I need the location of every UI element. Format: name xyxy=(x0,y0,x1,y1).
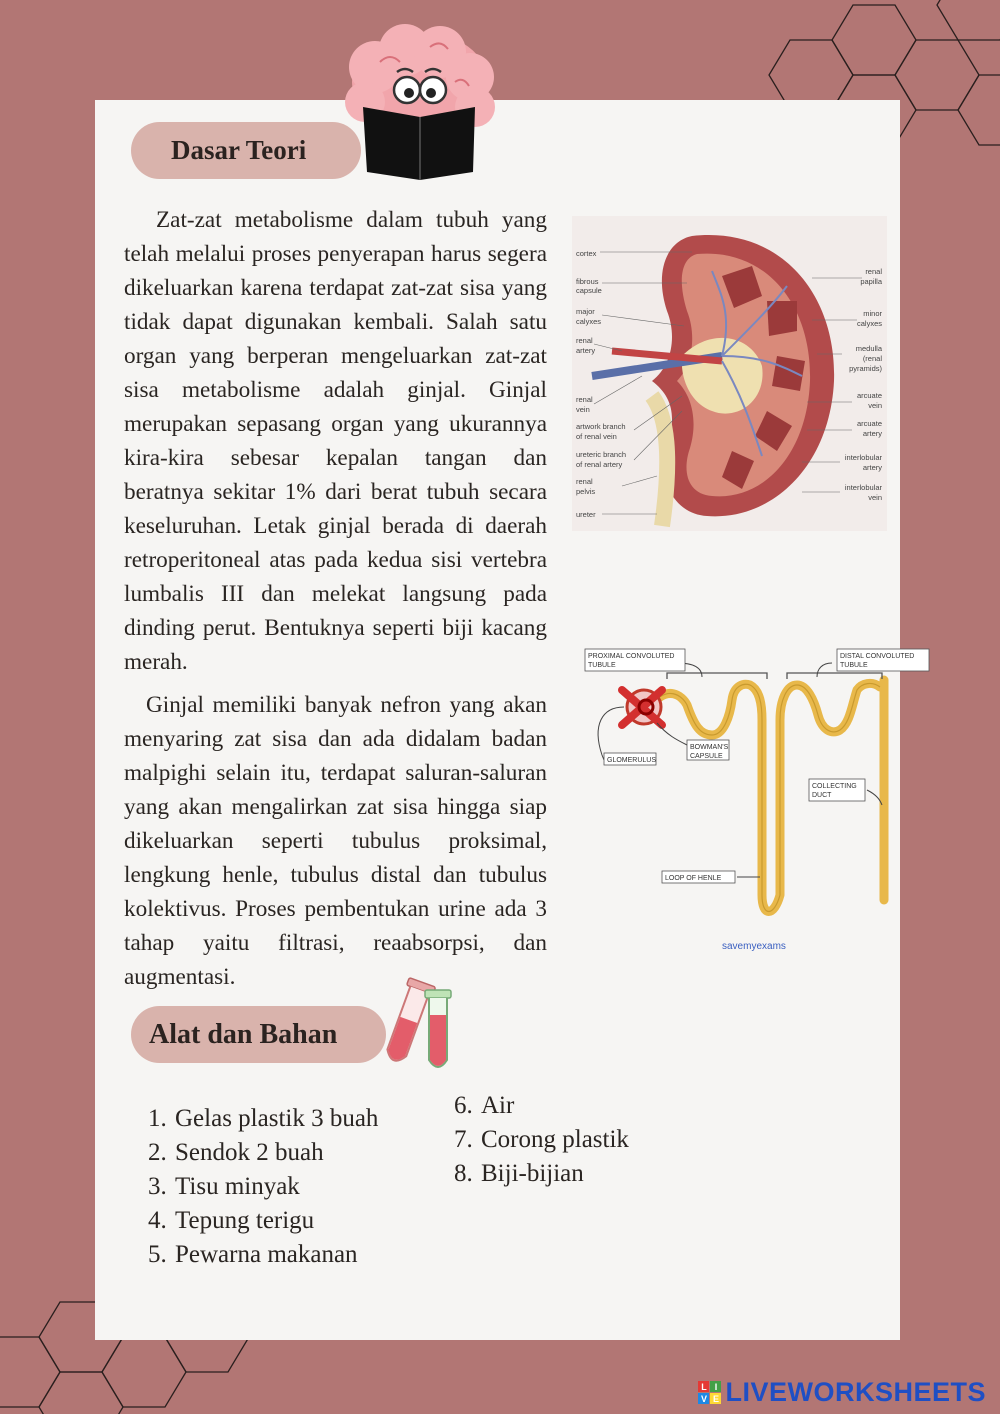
test-tubes-illustration xyxy=(383,975,458,1075)
bowman-label-1: BOWMAN'S xyxy=(690,744,729,751)
bowman-label-2: CAPSULE xyxy=(690,753,723,760)
glomerulus-label: GLOMERULUS xyxy=(607,757,657,764)
collecting-label-1: COLLECTING xyxy=(812,783,857,790)
list-item: 8. Biji-bijian xyxy=(454,1160,584,1187)
brain-reading-book-illustration xyxy=(335,22,505,182)
liveworksheets-brand: LIVEWORKSHEETS xyxy=(725,1377,986,1407)
kidney-label-r14: vein xyxy=(868,493,882,502)
kidney-label-l2: capsule xyxy=(576,286,602,295)
nephron-diagram xyxy=(582,645,932,960)
kidney-label-l0: cortex xyxy=(576,249,597,258)
collecting-label-2: DUCT xyxy=(812,792,832,799)
kidney-label-r2: minor xyxy=(863,309,882,318)
kidney-label-l8: vein xyxy=(576,405,590,414)
kidney-label-l4: calyxes xyxy=(576,317,602,326)
savemyexams-watermark: savemyexams xyxy=(722,941,786,952)
kidney-label-r11: interlobular xyxy=(844,453,882,462)
kidney-label-r7: arcuate xyxy=(856,391,882,400)
kidney-label-l10: of renal vein xyxy=(576,432,617,441)
kidney-label-l7: renal xyxy=(576,395,593,404)
proximal-label-1: PROXIMAL CONVOLUTED xyxy=(588,653,675,660)
kidney-label-l12: of renal artery xyxy=(576,460,623,469)
distal-label-1: DISTAL CONVOLUTED xyxy=(840,653,915,660)
kidney-label-r3: calyxes xyxy=(856,319,882,328)
list-item: 5. Pewarna makanan xyxy=(148,1241,358,1268)
kidney-label-l13: renal xyxy=(576,477,593,486)
distal-label-2: TUBULE xyxy=(840,662,868,669)
proximal-label-2: TUBULE xyxy=(588,662,616,669)
kidney-label-r10: artery xyxy=(862,429,882,438)
list-item: 1. Gelas plastik 3 buah xyxy=(148,1105,379,1132)
kidney-label-r0: renal xyxy=(865,267,882,276)
liveworksheets-logo-icon: L I V E xyxy=(698,1381,721,1404)
theory-paragraph-1: Zat-zat metabolisme dalam tubuh yang telah melalui proses penyerapan harus segera dikeluarkan karena terdapat zat-zat sisa yang tidak dapat digunakan kembali. Salah satu organ yang berperan mengeluarkan zat-zat sisa metabolisme adalah ginjal. Ginjal merupakan sepasang organ yang ukurannya kira-kira sebesar kepalan tangan dan beratnya sekitar 1% dari berat tubuh secara keseluruhan. Letak ginjal berada di daerah retroperitoneal atas pada kedua sisi vertebra lumbalis III dan melekat langsung pada dinding perut. Bentuknya seperti biji kacang merah. xyxy=(124,207,547,675)
kidney-label-l9: artwork branch xyxy=(576,422,626,431)
kidney-label-r6: pyramids) xyxy=(849,364,882,373)
dasar-teori-heading: Dasar Teori xyxy=(131,122,361,179)
tools-list-column-2 xyxy=(454,1089,629,1191)
list-item: 2. Sendok 2 buah xyxy=(148,1139,324,1166)
kidney-label-l1: fibrous xyxy=(576,277,599,286)
alat-dan-bahan-heading: Alat dan Bahan xyxy=(131,1006,386,1063)
kidney-label-l5: renal xyxy=(576,336,593,345)
kidney-label-l15: ureter xyxy=(576,510,596,519)
list-item: 7. Corong plastik xyxy=(454,1126,629,1153)
tools-list-column-1 xyxy=(148,1102,378,1272)
kidney-label-l3: major xyxy=(576,307,595,316)
kidney-label-r12: artery xyxy=(862,463,882,472)
kidney-label-r9: arcuate xyxy=(856,419,882,428)
kidney-label-r4: medulla xyxy=(855,344,882,353)
theory-paragraph-2: Ginjal memiliki banyak nefron yang akan menyaring zat sisa dan ada didalam badan malpighi selain itu, terdapat saluran-saluran yang akan mengalirkan zat sisa hingga siap dikeluarkan seperti tubulus proksimal, lengkung henle, tubulus distal dan tubulus kolektivus. Proses pembentukan urine ada 3 tahap yaitu filtrasi, reaabsorpsi, dan augmentasi. xyxy=(124,692,547,990)
kidney-label-l14: pelvis xyxy=(576,487,596,496)
kidney-label-l6: artery xyxy=(576,346,596,355)
list-item: 4. Tepung terigu xyxy=(148,1207,315,1234)
kidney-label-r1: papilla xyxy=(860,277,882,286)
kidney-label-l11: ureteric branch xyxy=(576,450,627,459)
list-item: 6. Air xyxy=(454,1092,515,1119)
kidney-anatomy-diagram xyxy=(572,216,887,531)
loop-henle-label: LOOP OF HENLE xyxy=(665,875,722,882)
kidney-label-r5: (renal xyxy=(862,354,882,363)
kidney-label-r13: interlobular xyxy=(844,483,882,492)
list-item: 3. Tisu minyak xyxy=(148,1173,300,1200)
kidney-label-r8: vein xyxy=(868,401,882,410)
liveworksheets-footer[interactable] xyxy=(698,1377,986,1408)
